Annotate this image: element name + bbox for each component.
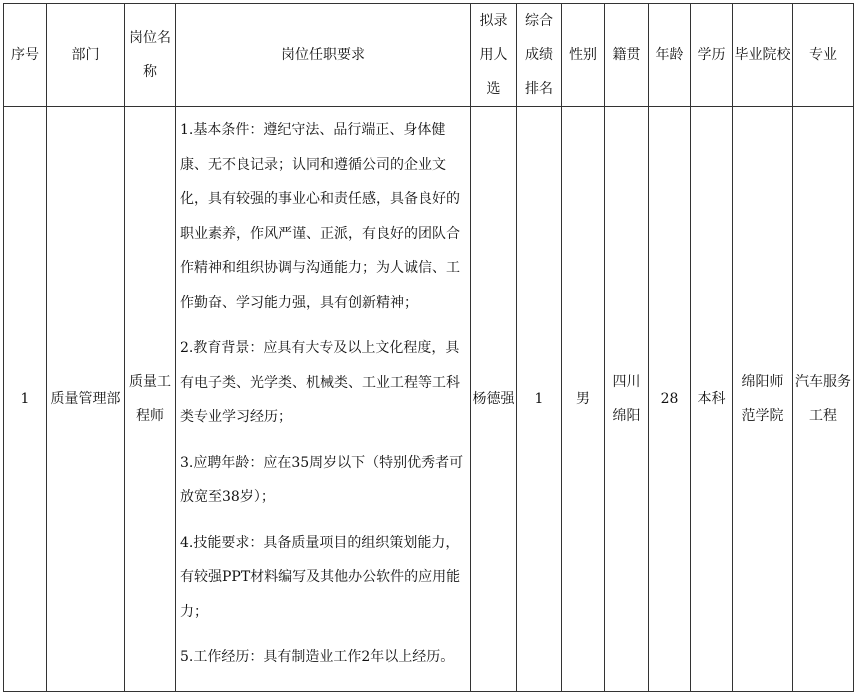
recruitment-table: [3, 3, 854, 692]
requirement-item: 2.教育背景：应具有大专及以上文化程度，具有电子类、光学类、机械类、工业工程等工科类专业学习经历；: [180, 340, 460, 425]
header-age: 年龄: [649, 4, 691, 107]
header-candidate-label: 拟录用人选: [479, 13, 508, 97]
cell-education: 本科: [691, 107, 733, 692]
cell-school: [733, 107, 793, 692]
cell-position-text: 质量工程师: [129, 374, 171, 424]
header-position: [125, 4, 176, 107]
cell-candidate: 杨德强: [471, 107, 517, 692]
cell-ranking: 1: [517, 107, 562, 692]
requirement-item: 1.基本条件：遵纪守法、品行端正、身体健康、无不良记录；认同和遵循公司的企业文化，具有较强的事业心和责任感，具备良好的职业素养，作风严谨、正派，有良好的团队合作精神和组织协调与沟通能力；为人诚信、工作勤奋、学习能力强，具有创新精神；: [180, 122, 460, 311]
header-ranking-label: 综合成绩排名: [525, 13, 553, 97]
header-index: 序号: [4, 4, 47, 107]
header-department: 部门: [47, 4, 125, 107]
cell-origin: [605, 107, 649, 692]
cell-requirements: [176, 107, 471, 692]
cell-index: 1: [4, 107, 47, 692]
header-ranking: [517, 4, 562, 107]
cell-age: 28: [649, 107, 691, 692]
header-row: [4, 4, 854, 107]
cell-major: [793, 107, 854, 692]
header-major: 专业: [793, 4, 854, 107]
header-position-label: 岗位名称: [129, 30, 171, 80]
header-gender: 性别: [562, 4, 605, 107]
cell-gender: 男: [562, 107, 605, 692]
header-origin: 籍贯: [605, 4, 649, 107]
header-candidate: [471, 4, 517, 107]
header-education: 学历: [691, 4, 733, 107]
requirement-item: 3.应聘年龄：应在35周岁以下（特别优秀者可放宽至38岁）；: [180, 454, 464, 505]
cell-position: [125, 107, 176, 692]
header-school: 毕业院校: [733, 4, 793, 107]
table-row: [4, 107, 854, 692]
requirement-item: 4.技能要求：具备质量项目的组织策划能力，有较强PPT材料编写及其他办公软件的应用能力；: [180, 534, 461, 620]
cell-origin-text: 四川绵阳: [612, 374, 641, 424]
requirement-item: 5.工作经历：具有制造业工作2年以上经历。: [180, 649, 455, 665]
header-requirements: 岗位任职要求: [176, 4, 471, 107]
cell-department: 质量管理部: [47, 107, 125, 692]
cell-major-text: 汽车服务工程: [795, 374, 851, 424]
cell-school-text: 绵阳师范学院: [741, 374, 784, 424]
